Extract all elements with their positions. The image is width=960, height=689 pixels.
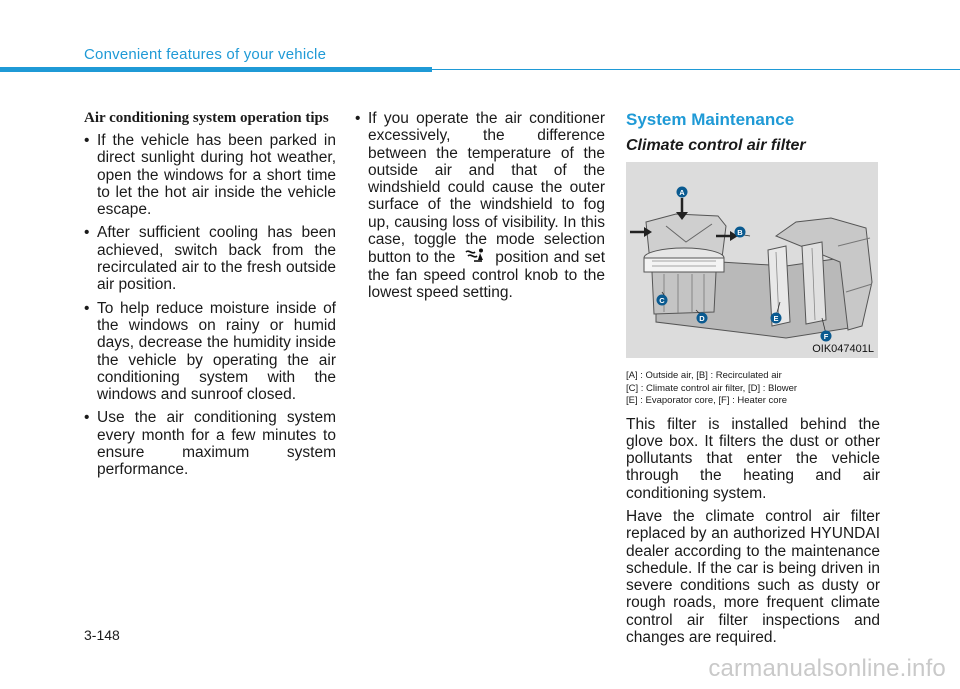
label-b-badge	[735, 227, 746, 238]
filter-subtitle: Climate control air filter	[626, 137, 806, 154]
label-d-badge	[697, 313, 708, 324]
hvac-unit-illustration	[626, 162, 878, 358]
tip-item-mode	[355, 110, 605, 301]
column-tips	[84, 110, 336, 485]
caption-line: [E] : Evaporator core, [F] : Heater core	[626, 395, 788, 406]
label-f-badge	[821, 331, 832, 342]
tips-list-continued	[355, 110, 605, 301]
column-tips-continued	[355, 110, 605, 307]
svg-text:D: D	[699, 314, 705, 323]
svg-text:B: B	[737, 228, 743, 237]
column-maintenance	[626, 110, 880, 652]
page-header	[84, 46, 960, 72]
tips-list	[84, 132, 336, 479]
page-number: 3-148	[84, 627, 120, 643]
caption-line: [C] : Climate control air filter, [D] : Blower	[626, 382, 798, 394]
filter-replacement-note: Have the climate control air filter replaced by an authorized HYUNDAI dealer according to the maintenance schedule. If the car is being driven in severe conditions such as dusty or rough roads, more frequent climate control air filter inspections and changes are required.	[626, 507, 880, 647]
defrost-floor-mode-icon	[463, 248, 487, 263]
svg-text:A: A	[679, 188, 685, 197]
figure-caption	[626, 370, 880, 408]
caption-line: [A] : Outside air, [B] : Recirculated air	[626, 370, 782, 381]
filter-description: This filter is installed behind the glove box. It filters the dust or other pollutants that enter the vehicle through the heating and air conditioning system.	[626, 415, 880, 502]
tip-item: • If the vehicle has been parked in direct sunlight during hot weather, open the windows for a short time to let the hot air inside the vehicle escape.	[84, 132, 336, 218]
header-rule	[432, 69, 960, 70]
section-title: Convenient features of your vehicle	[84, 46, 327, 63]
tip-text-after: position and set the fan speed control knob to the lowest speed setting.	[368, 249, 606, 301]
svg-text:F: F	[823, 332, 829, 341]
label-e-badge	[771, 313, 782, 324]
label-c-badge	[657, 295, 668, 306]
figure-code: OIK047401L	[812, 343, 874, 355]
tips-heading: Air conditioning system operation tips	[84, 110, 329, 126]
tip-item: • After sufficient cooling has been achieved, switch back from the recirculated air to the fresh outside air position.	[84, 224, 336, 293]
header-bar	[0, 67, 432, 72]
svg-text:E: E	[773, 314, 779, 323]
maintenance-title: System Maintenance	[626, 110, 795, 129]
svg-text:C: C	[659, 296, 665, 305]
tip-item: • Use the air conditioning system every month for a few minutes to ensure maximum system performance.	[84, 409, 336, 478]
air-filter-diagram	[626, 162, 878, 358]
watermark: carmanualsonline.info	[708, 655, 946, 682]
label-a-badge	[677, 187, 688, 198]
tip-item: • To help reduce moisture inside of the windows on rainy or humid days, decrease the humidity inside the vehicle by operating the air conditioning system with the windows and sunroof closed.	[84, 300, 336, 404]
tip-text-before: If you operate the air conditioner excessively, the difference between the temperature of the outside air and that of the windshield could cause the outer surface of the windshield to fog up, causing loss of visibility. In this case, toggle the mode selection button to the	[368, 110, 605, 267]
